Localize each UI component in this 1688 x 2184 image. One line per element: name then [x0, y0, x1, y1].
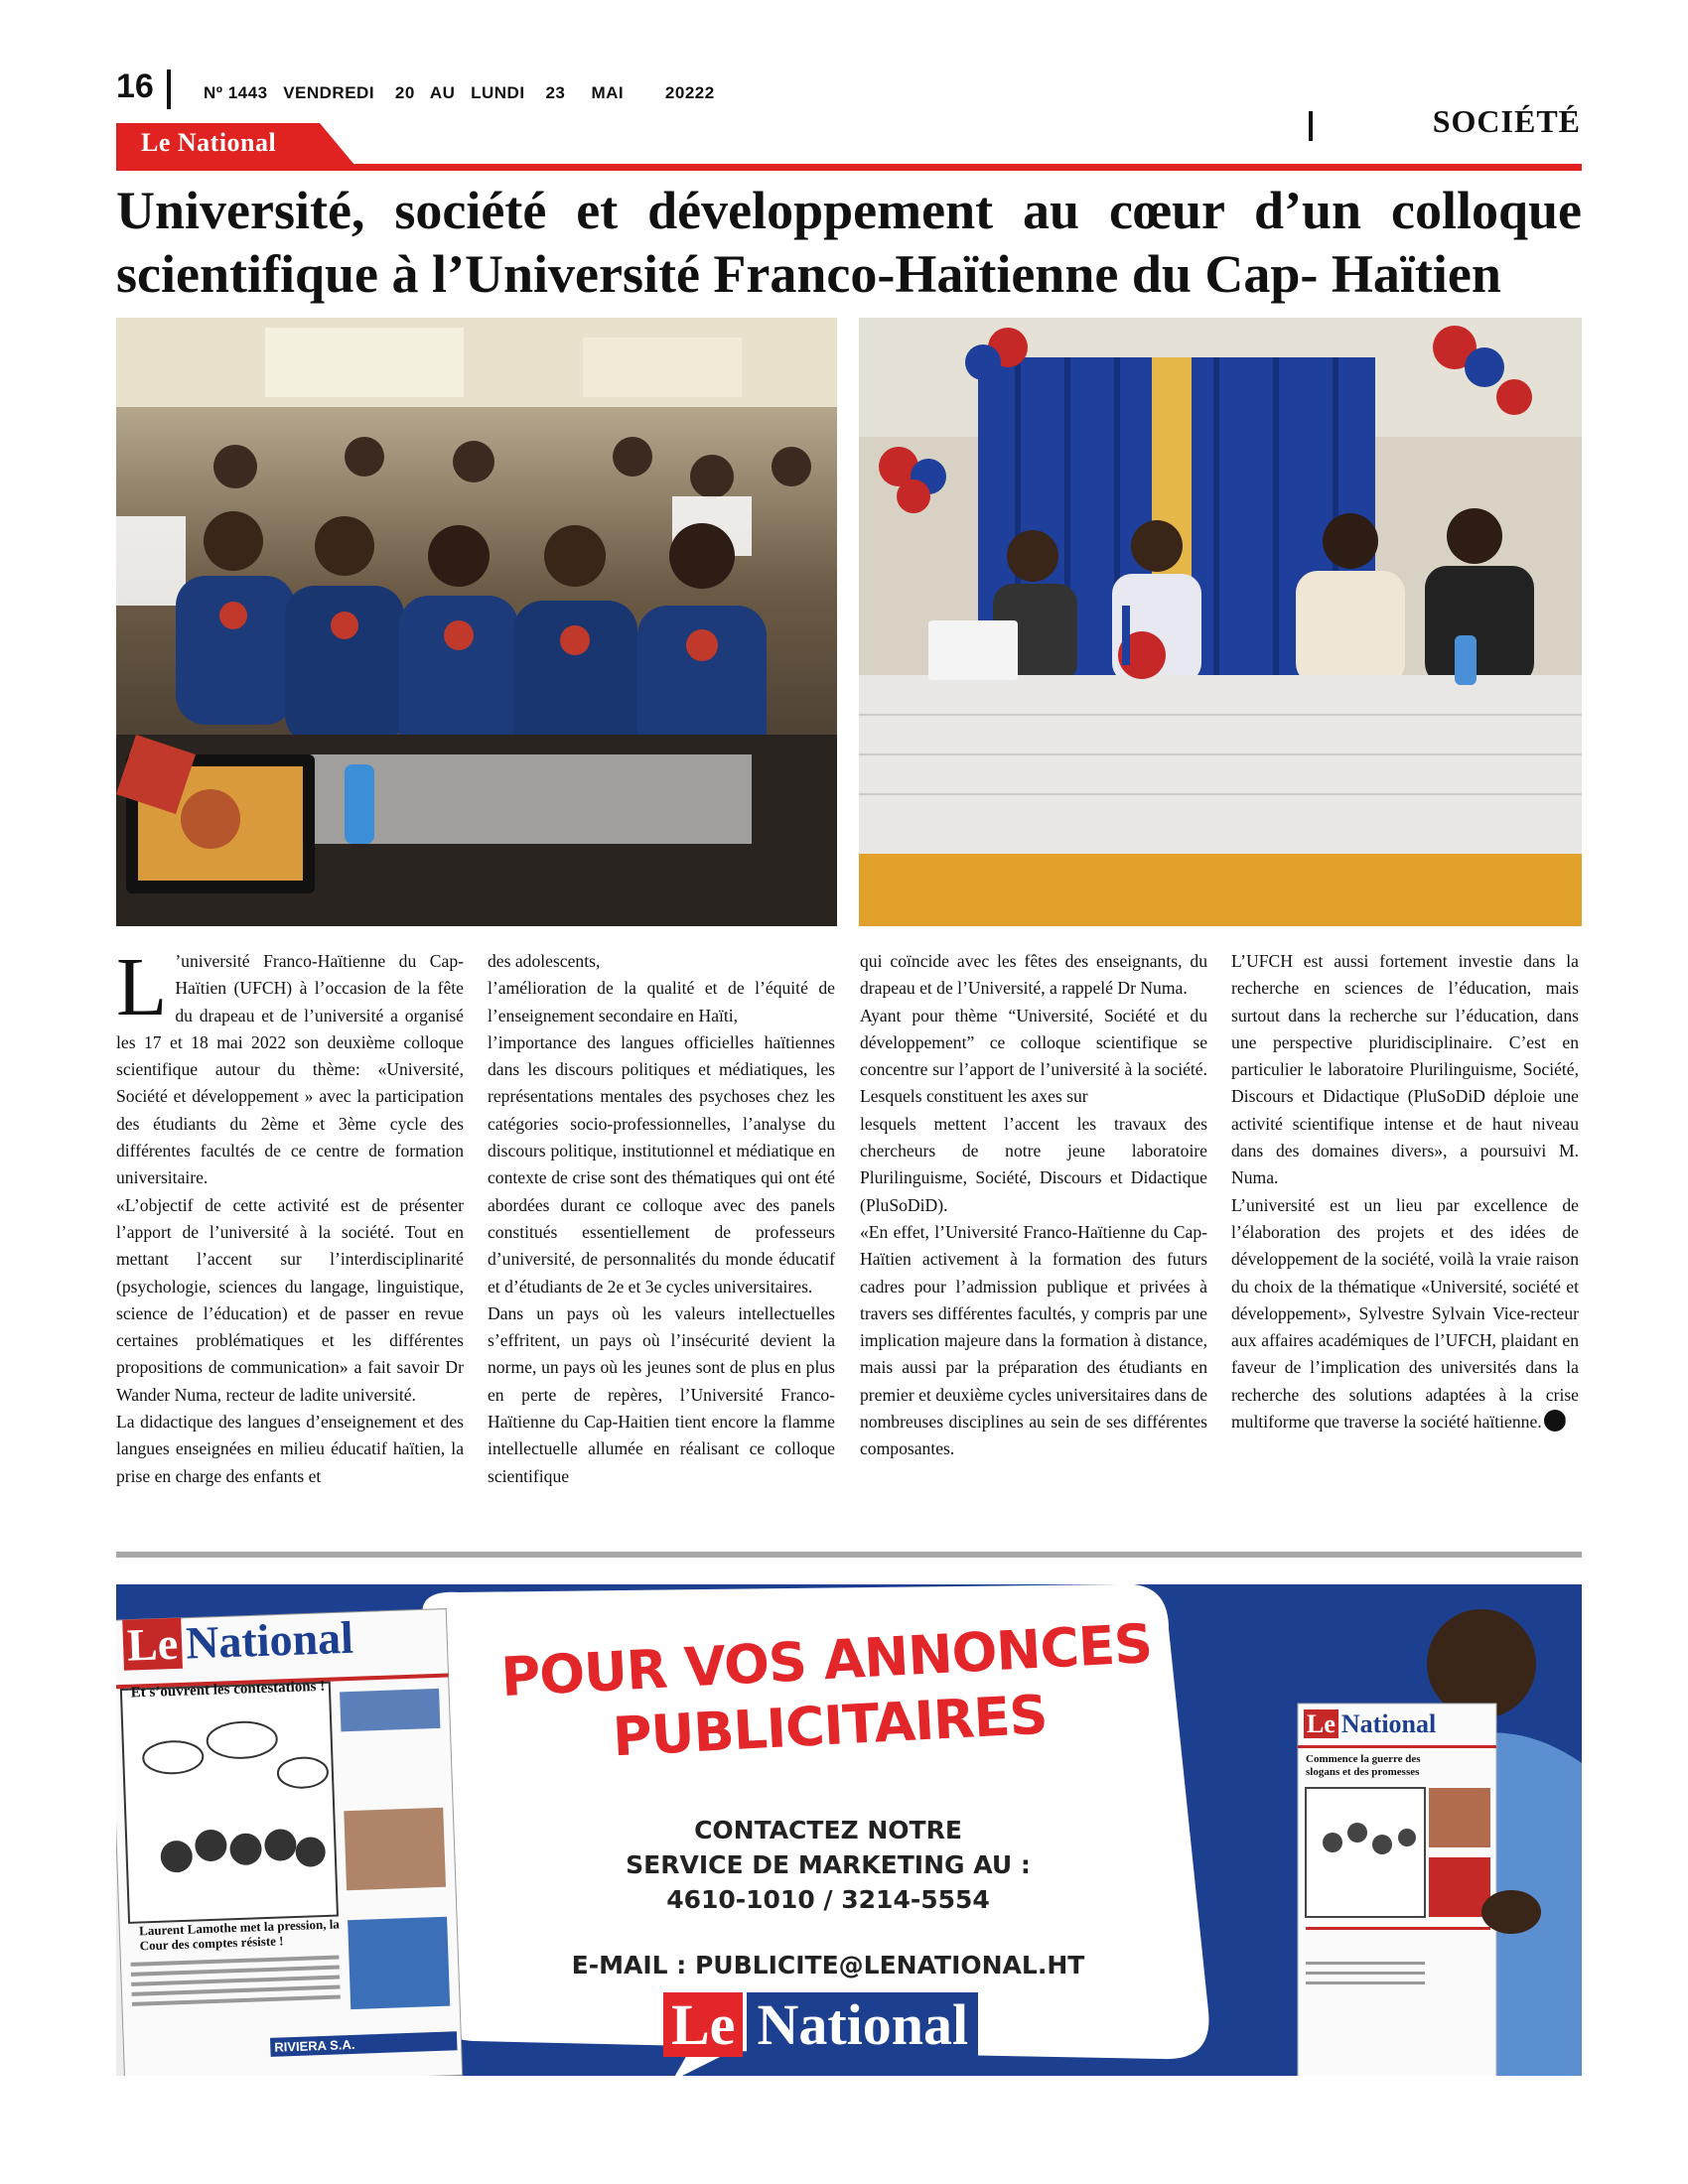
paragraph: des adolescents, [488, 951, 601, 971]
photo-students-in-blue-tshirts [116, 318, 837, 926]
left-paper-headline: Et s’ouvrent les contestations ! [130, 1678, 326, 1702]
paragraph-final [1231, 1192, 1579, 1436]
paragraph: L’UFCH est aussi fortement investie dans la recherche en sciences de l’éducation, mais surtout dans la recherche sur l’éducation, dans une perspective pluridisciplinaire. C’est en particulier le laboratoire Plurilinguisme, Société, Discours et Didactique (PluSoDiD déploie une activité scientifique intense et de haut niveau dans des domaines divers», a poursuivi M. Numa. [1231, 951, 1579, 1188]
right-paper-headline: Commence la guerre des slogans et des promesses [1306, 1753, 1421, 1778]
left-paper-footer: RIVIERA S.A. [270, 2031, 458, 2057]
paragraph: qui coïncide avec les fêtes des enseignants, du drapeau et de l’Université, a rappelé Dr Numa. [860, 951, 1207, 999]
issue-date-line: Nº 1443 VENDREDI 20 AU LUNDI 23 MAI 20222 [204, 83, 715, 102]
advertisement-headline-line2: PUBLICITAIRES [611, 1683, 1049, 1769]
paragraph: ’université Franco-Haïtienne du Cap-Haïtien (UFCH) à l’occasion de la fête du drapeau et de l’université a organisé les 17 et 18 mai 2022 son deuxième colloque scientifique autour du thème: «Université, Société et développement » avec la participation des étudiants du 2ème et 3ème cycle des différentes facultés de ce centre de formation universitaire. [116, 951, 464, 1188]
advertisement-message [441, 1611, 1215, 1979]
paragraph: l’amélioration de la qualité et de l’équité de l’enseignement secondaire en Haïti, [488, 978, 835, 1025]
contact-email: E-MAIL : PUBLICITE@LENATIONAL.HT [571, 1951, 1085, 1979]
logo-national: National [747, 1992, 978, 2057]
paragraph: La didactique des langues d’enseignement et des langues enseignées en milieu éducatif haïtien, la prise en charge des enfants et [116, 1412, 464, 1486]
paragraph: Dans un pays où les valeurs intellectuelles s’effritent, un pays où l’insécurité devient la norme, un pays où les jeunes sont de plus en plus en perte de repères, l’Université Franco-Haïtienne du Cap-Haitien tient encore la flamme intellectuelle allumée en réalisant ce colloque scientifique [488, 1302, 835, 1486]
advertisement-headline-line1: POUR VOS ANNONCES [499, 1611, 1154, 1709]
paragraph-final-text: L’université est un lieu par excellence de l’élaboration des projets et des idées de développement de la société, voilà la vraie raison du choix de la thématique «Université, société et développement», Sylvestre Sylvain Vice-recteur aux affaires académiques de l’UFCH, plaidant en faveur de l’implication des universités dans la recherche des solutions adaptées à la crise multiforme que traverse la société haïtienne. [1231, 1194, 1579, 1433]
paragraph: Ayant pour thème “Université, Société et du développement” ce colloque scientifique se concentre sur l’apport de l’université à la société. Lesquels constituent les axes sur [860, 1005, 1207, 1107]
article-column-1 [116, 941, 464, 1490]
article-column-3 [860, 948, 1207, 1463]
left-paper-masthead-le: Le [122, 1618, 183, 1671]
right-paper-masthead-national: National [1340, 1709, 1437, 1738]
article-column-2 [488, 948, 835, 1490]
drop-cap: L [116, 941, 168, 1033]
advertisement-rule [116, 1552, 1582, 1558]
page-number: 16 [116, 68, 154, 105]
contact-line-1: CONTACTEZ NOTRE [694, 1816, 962, 1844]
right-paper-masthead-le: Le [1304, 1709, 1338, 1738]
article-headline: Université, société et développement au cœur d’un colloque scientifique à l’Université Franco-Haïtienne du Cap- Haïtien [116, 181, 1582, 304]
contact-line-2: SERVICE DE MARKETING AU : [626, 1850, 1031, 1879]
le-national-logo [663, 1990, 1047, 2060]
left-paper-story: Laurent Lamothe met la pression, la Cour des comptes résiste ! [138, 1916, 341, 1954]
contact-phones: 4610-1010 / 3214-5554 [666, 1885, 990, 1914]
paragraph: «L’objectif de cette activité est de présenter l’apport de l’université à la société. Tout en mettant l’accent sur l’interdisciplinarité (psychologie, sciences du langage, linguistique, science de l’éducation) et de passer en revue certaines problématiques et les différentes propositions de communication» a fait savoir Dr Wander Numa, recteur de ladite université. [116, 1194, 464, 1405]
section-label: SOCIÉTÉ [1432, 103, 1581, 139]
paragraph: «En effet, l’Université Franco-Haïtienne du Cap-Haïtien activement à la formation des futurs cadres pour l’admission publique et privées à travers ses différentes facultés, y compris par une implication majeure dans la formation à distance, mais aussi par la préparation des étudiants en premier et deuxième cycles universitaires dans de nombreuses disciplines au sein de ses différentes composantes. [860, 1221, 1207, 1459]
advertisement-headline [438, 1608, 1218, 1780]
header-rule [116, 164, 1582, 171]
end-of-article-icon [1544, 1410, 1566, 1432]
photo-panel-at-head-table [859, 318, 1582, 926]
paragraph: lesquels mettent l’accent les travaux des chercheurs de notre jeune laboratoire Plurilinguisme, Société, Discours et Didactique (PluSoDiD). [860, 1113, 1207, 1215]
article-column-4 [1231, 948, 1579, 1435]
section-divider [1309, 111, 1313, 141]
page-number-divider [167, 69, 171, 109]
paragraph: l’importance des langues officielles haïtiennes dans les discours politiques et médiatiques, les représentations mentales des psychoses chez les catégories socio-professionnelles, l’analyse du discours politique, institutionnel et médiatique en contexte de crise sont des thématiques qui ont été abordées durant ce colloque avec des panels constitués essentiellement de professeurs d’université, de personnalités du monde éducatif et d’étudiants de 2e et 3e cycles universitaires. [488, 1031, 835, 1297]
brand-name: Le National [141, 128, 277, 157]
left-paper-masthead-national: National [185, 1611, 354, 1669]
advertisement-contact [530, 1813, 1126, 1917]
logo-le: Le [663, 1992, 743, 2057]
